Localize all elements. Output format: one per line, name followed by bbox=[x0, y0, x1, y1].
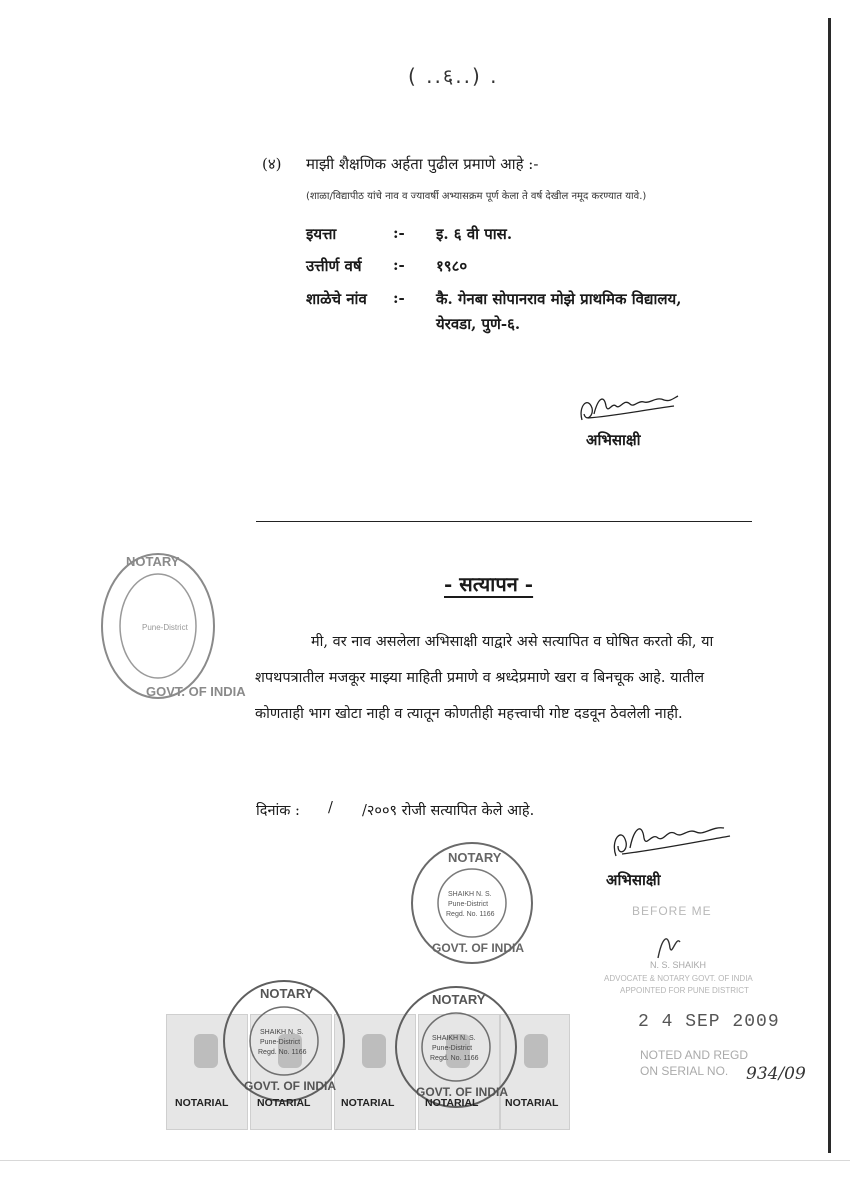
signature-label-1: अभिसाक्षी bbox=[586, 431, 641, 449]
seal-left-ring-top: NOTARY bbox=[126, 554, 180, 569]
seal-sr-inner-3: Regd. No. 1166 bbox=[430, 1055, 479, 1062]
emblem-3 bbox=[362, 1034, 386, 1068]
seal-mid-inner-2: Pune-District bbox=[448, 901, 489, 908]
row-label-year: उत्तीर्ण वर्ष bbox=[306, 257, 362, 275]
notary-seal-middle bbox=[404, 840, 540, 966]
notary-name: N. S. SHAIKH bbox=[650, 960, 707, 970]
before-me-stamp: BEFORE ME bbox=[632, 904, 712, 918]
seal-mid-ring-bottom: GOVT. OF INDIA bbox=[432, 941, 525, 955]
seal-sr-inner-1: SHAIKH N. S. bbox=[432, 1035, 476, 1042]
divider-line bbox=[256, 521, 752, 522]
notarial-label-1: NOTARIAL bbox=[175, 1097, 229, 1109]
notarial-label-5: NOTARIAL bbox=[505, 1097, 559, 1109]
notarial-label-4: NOTARIAL bbox=[425, 1097, 479, 1109]
seal-left-ring-bottom: GOVT. OF INDIA bbox=[146, 684, 246, 699]
noted-line-1: NOTED AND REGD bbox=[640, 1048, 749, 1062]
notary-seal-left bbox=[96, 546, 246, 702]
page-number: ( ..६..) . bbox=[408, 64, 499, 88]
notary-initials bbox=[654, 928, 684, 962]
seal-sr-inner-2: Pune-District bbox=[432, 1045, 473, 1052]
seal-sl-inner-2: Pune-District bbox=[260, 1039, 301, 1046]
row-sep-year: :- bbox=[393, 256, 405, 274]
item-note: (शाळा/विद्यापीठ यांचे नाव व ज्यावर्षी अभ्यासक्रम पूर्ण केला ते वर्ष देखील नमूद करण्यात यावे.) bbox=[306, 191, 647, 202]
seal-left-inner: Pune-District bbox=[142, 623, 188, 632]
seal-sl-ring-bottom: GOVT. OF INDIA bbox=[244, 1079, 337, 1093]
row-label-class: इयत्ता bbox=[306, 225, 337, 243]
notary-seal-strip-right bbox=[388, 982, 524, 1112]
scan-edge-bottom bbox=[0, 1160, 850, 1161]
row-label-school: शाळेचे नांव bbox=[306, 290, 367, 308]
notary-designation-1: ADVOCATE & NOTARY GOVT. OF INDIA bbox=[604, 974, 753, 983]
seal-sr-ring-bottom: GOVT. OF INDIA bbox=[416, 1085, 509, 1099]
serial-handwritten: 934/09 bbox=[746, 1064, 806, 1084]
notary-seal-strip-left bbox=[216, 976, 352, 1106]
row-value-year: १९८० bbox=[436, 257, 468, 275]
emblem-5 bbox=[524, 1034, 548, 1068]
seal-sl-ring-top: NOTARY bbox=[260, 986, 314, 1001]
seal-mid-inner-1: SHAIKH N. S. bbox=[448, 891, 492, 898]
signature-label-2: अभिसाक्षी bbox=[606, 871, 661, 889]
noted-line-2: ON SERIAL NO. bbox=[640, 1064, 729, 1078]
date-text: /२००९ रोजी सत्यापित केले आहे. bbox=[362, 803, 535, 819]
seal-mid-ring-top: NOTARY bbox=[448, 850, 502, 865]
seal-sl-inner-3: Regd. No. 1166 bbox=[258, 1049, 307, 1056]
seal-sl-inner-1: SHAIKH N. S. bbox=[260, 1029, 304, 1036]
signature-2 bbox=[606, 812, 736, 868]
signature-1 bbox=[574, 384, 684, 432]
notarial-label-3: NOTARIAL bbox=[341, 1097, 395, 1109]
date-slash: / bbox=[328, 800, 333, 816]
verification-paragraph: मी, वर नाव असलेला अभिसाक्षी याद्वारे असे सत्यापित व घोषित करतो की, या शपथपत्रातील मजकूर माझ्या माहिती प्रमाणे व श्रध्देप्रमाणे खरा व बिनचूक आहे. यातील कोणताही भाग खोटा नाही व त्यातून कोणतीही महत्त्वाची गोष्ट दडवून ठेवलेली नाही. bbox=[255, 634, 714, 722]
seal-sr-ring-top: NOTARY bbox=[432, 992, 486, 1007]
row-value-class: इ. ६ वी पास. bbox=[436, 225, 513, 243]
notarial-label-2: NOTARIAL bbox=[257, 1097, 311, 1109]
verification-title: - सत्यापन - bbox=[444, 572, 534, 596]
notary-designation-2: APPOINTED FOR PUNE DISTRICT bbox=[620, 986, 749, 995]
date-label: दिनांक : bbox=[256, 803, 300, 819]
seal-mid-inner-3: Regd. No. 1166 bbox=[446, 911, 495, 918]
row-value-school-cont: येरवडा, पुणे-६. bbox=[436, 315, 521, 333]
row-sep-class: :- bbox=[393, 224, 405, 242]
item-number: (४) bbox=[262, 155, 282, 173]
row-sep-school: :- bbox=[393, 289, 405, 307]
scan-edge-right bbox=[828, 18, 831, 1153]
item-heading: माझी शैक्षणिक अर्हता पुढील प्रमाणे आहे :- bbox=[306, 155, 539, 173]
emblem-1 bbox=[194, 1034, 218, 1068]
row-value-school: कै. गेनबा सोपानराव मोझे प्राथमिक विद्यालय, bbox=[436, 290, 682, 308]
notary-date-stamp: 2 4 SEP 2009 bbox=[638, 1012, 780, 1032]
